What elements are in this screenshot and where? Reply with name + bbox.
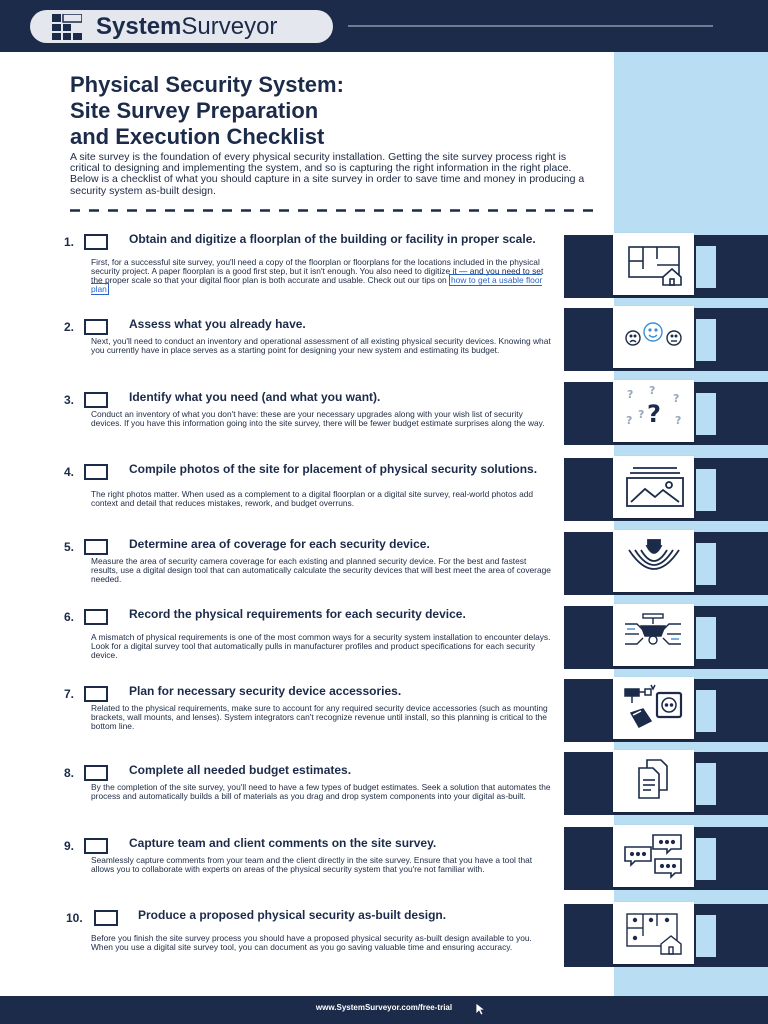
item-heading: Plan for necessary security device accessories. — [129, 684, 402, 698]
item-body: First, for a successful site survey, you'll need a copy of the floorplan or floorplans for the locations included in the physical security project. A paper floorplan is a good first step, but it isn't enough. You also need to digitize it — and you need to set the proper scale so that your digital floor plan is both accurate and usable. Check out our tips on how to get a usable floor plan — [91, 257, 544, 294]
icon-panel-1 — [564, 235, 768, 298]
item-number: 7. — [64, 687, 75, 701]
question-marks-icon — [621, 386, 686, 436]
item-number: 2. — [64, 320, 75, 334]
item-number: 1. — [64, 235, 75, 249]
logo-grid-icon — [52, 14, 82, 40]
camera-coverage-icon — [621, 536, 686, 586]
checkbox[interactable] — [84, 392, 108, 408]
icon-panel-5 — [564, 532, 768, 595]
svg-text:?: ? — [627, 388, 634, 401]
item-body: A mismatch of physical requirements is one of the most common ways for a security system installation to encounter delays. Look for a digital survey tool that automatically pulls in manufacturer profiles and product specifications for each security device. — [91, 632, 551, 660]
intro-paragraph: A site survey is the foundation of every physical security installation. Getting the site survey process right is critical to designing and implementing the system, and so is capturing the right information in the right place. Below is a checklist of what you should capture in a site survey in order to save time and money in producing a security system as-built design. — [70, 151, 585, 197]
item-body: Next, you'll need to conduct an inventory and operational assessment of all existing physical security devices. Knowing what you currently have in place serves as a starting point for designing your new system and estimating its budget. — [91, 336, 551, 355]
svg-text:?: ? — [649, 386, 656, 397]
svg-text:?: ? — [647, 400, 661, 428]
icon-panel-3 — [564, 382, 768, 445]
item-number: 4. — [64, 465, 75, 479]
checkbox[interactable] — [84, 464, 108, 480]
item-heading: Record the physical requirements for each security device. — [129, 607, 466, 621]
item-number: 9. — [64, 839, 75, 853]
camera-specs-icon — [621, 610, 686, 660]
checkbox[interactable] — [84, 838, 108, 854]
item-body: Measure the area of security camera coverage for each existing and planned security device. For the best and fastest results, use a digital design tool that can automatically calculate the security devices that will best meet the area of coverage needed. — [91, 556, 551, 584]
asbuilt-plan-icon — [621, 908, 686, 958]
checkbox[interactable] — [84, 609, 108, 625]
icon-panel-9 — [564, 827, 768, 890]
accessories-icon — [621, 683, 686, 733]
cursor-icon — [474, 1002, 488, 1016]
icon-panel-6 — [564, 606, 768, 669]
checkbox[interactable] — [84, 765, 108, 781]
icon-panel-7 — [564, 679, 768, 742]
photo-gallery-icon — [621, 462, 686, 512]
page-title: Physical Security System: Site Survey Preparation and Execution Checklist — [70, 72, 344, 149]
item-heading: Assess what you already have. — [129, 317, 306, 331]
item-number: 6. — [64, 610, 75, 624]
item-number: 8. — [64, 766, 75, 780]
icon-panel-10 — [564, 904, 768, 967]
checkbox[interactable] — [84, 319, 108, 335]
item-number: 10. — [66, 911, 83, 925]
floorplan-icon — [621, 239, 686, 289]
item-heading: Compile photos of the site for placement of physical security solutions. — [129, 462, 538, 476]
item-heading: Produce a proposed physical security as-built design. — [138, 908, 447, 922]
item-body: The right photos matter. When used as a complement to a digital floorplan or a digital site survey, real-world photos add context and detail that reduces mistakes, rework, and budget overruns. — [91, 489, 534, 508]
svg-text:?: ? — [626, 414, 633, 427]
item-body: Before you finish the site survey process you should have a proposed physical security as-built design available to you. When you use a digital site survey tool, you can document as you go saving valuable time and ensuring accuracy. — [91, 933, 532, 952]
free-trial-link[interactable]: www.SystemSurveyor.com/free-trial — [315, 1003, 453, 1012]
floorplan-tips-link[interactable]: how to get a usable floor plan — [91, 275, 543, 294]
header-bar — [0, 0, 768, 52]
svg-text:?: ? — [675, 414, 682, 427]
logo-text: SystemSurveyor — [96, 13, 278, 40]
smiley-faces-icon — [621, 312, 686, 362]
item-body: By the completion of the site survey, you'll need to have a few types of budget estimates. Seek a solution that automates the process and automatically builds a bill of materials as you drag and drop system components into your digital as-built. — [91, 782, 551, 801]
header-divider — [348, 25, 713, 27]
svg-text:?: ? — [638, 408, 645, 421]
checkbox[interactable] — [94, 910, 118, 926]
dashed-divider — [70, 209, 598, 212]
svg-text:?: ? — [673, 392, 680, 405]
item-heading: Identify what you need (and what you want). — [129, 390, 381, 404]
logo[interactable] — [30, 10, 333, 43]
icon-panel-4 — [564, 458, 768, 521]
documents-icon — [621, 756, 686, 806]
item-body: Conduct an inventory of what you don't have: these are your necessary upgrades along with your wish list of security devices. If you have this information going into the site survey, there will be fewer budget estimate surprises along the way. — [91, 409, 545, 428]
checkbox[interactable] — [84, 234, 108, 250]
item-body: Seamlessly capture comments from your team and the client directly in the site survey. Ensure that you have a tool that allows you to collaborate with experts on areas of the physical security system that you're not familiar with. — [91, 855, 533, 874]
icon-panel-8 — [564, 752, 768, 815]
icon-panel-2 — [564, 308, 768, 371]
item-heading: Obtain and digitize a floorplan of the building or facility in proper scale. — [129, 232, 536, 246]
item-heading: Complete all needed budget estimates. — [129, 763, 352, 777]
item-heading: Capture team and client comments on the site survey. — [129, 836, 437, 850]
item-number: 3. — [64, 393, 75, 407]
item-number: 5. — [64, 540, 75, 554]
checkbox[interactable] — [84, 539, 108, 555]
item-body: Related to the physical requirements, make sure to account for any required security device accessories (such as mounting brackets, wall mounts, and lenses). System integrators can't recognize revenue until install, so this planning is critical to the bottom line. — [91, 703, 548, 731]
checkbox[interactable] — [84, 686, 108, 702]
comments-icon — [621, 831, 686, 881]
item-heading: Determine area of coverage for each security device. — [129, 537, 430, 551]
